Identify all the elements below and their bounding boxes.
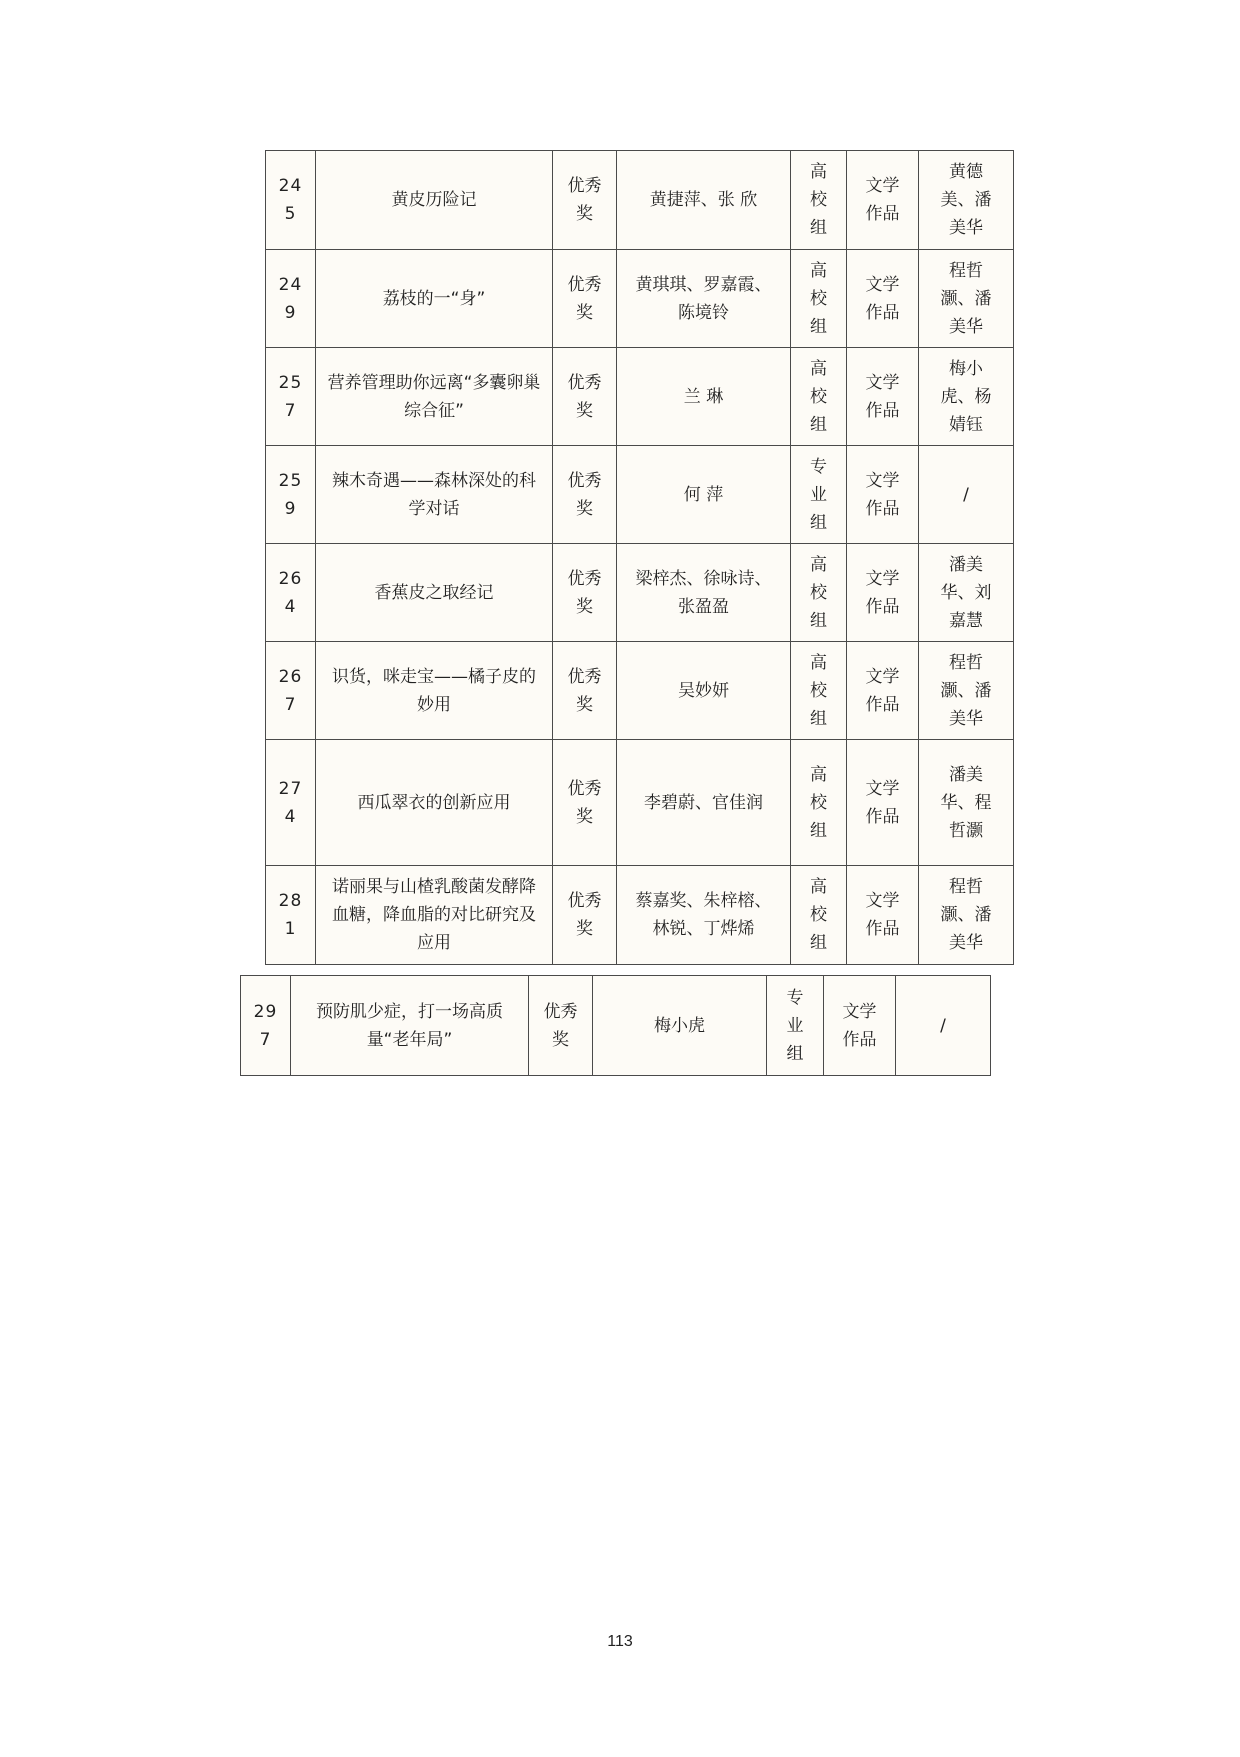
advisor-cell [919,446,1014,544]
entry-title-cell-text: 香蕉皮之取经记 [374,582,494,603]
entry-number-cell-text: 257 [278,372,303,421]
prize-cell [553,250,617,348]
advisor-cell-text: 程哲灏、潘美华 [940,877,992,953]
entry-title-cell [316,250,553,348]
authors-cell-text: 黄琪琪、罗嘉霞、陈境铃 [635,274,772,323]
advisor-cell [919,250,1014,348]
authors-cell [617,866,791,965]
advisor-cell [919,544,1014,642]
table-row [266,151,1014,250]
authors-cell [617,544,791,642]
group-cell-text: 高校组 [810,764,827,841]
authors-cell-text: 黄捷萍、张 欣 [649,190,758,210]
entry-number-cell [266,348,316,446]
table-row [266,642,1014,740]
prize-cell-text: 优秀奖 [567,568,602,617]
authors-cell [617,151,791,250]
category-cell-text: 文学作品 [842,1001,877,1050]
category-cell-text: 文学作品 [865,666,900,715]
category-cell [847,740,919,866]
group-cell-text: 高校组 [810,554,827,631]
entry-title-cell-text: 识货，咪走宝——橘子皮的妙用 [332,666,536,715]
entry-number-cell-text: 274 [278,778,303,827]
authors-cell [617,740,791,866]
table-row [266,866,1014,965]
group-cell [791,740,847,866]
category-cell-text: 文学作品 [865,274,900,323]
entry-title-cell [291,976,529,1076]
entry-number-cell-text: 281 [278,891,303,939]
group-cell-text: 高校组 [810,162,827,238]
entry-title-cell [316,151,553,250]
group-cell-text: 专业组 [810,456,827,533]
prize-cell-text: 优秀奖 [567,891,602,939]
entry-title-cell-text: 营养管理助你远离“多囊卵巢综合征” [327,372,541,421]
table-row [266,544,1014,642]
advisor-cell-text: / [940,1015,946,1036]
award-table-continued [240,975,991,1076]
entry-number-cell-text: 264 [278,568,303,617]
advisor-cell [919,740,1014,866]
entry-number-cell [266,866,316,965]
entry-number-cell-text: 249 [278,274,303,323]
authors-cell-text: 李碧蔚、官佳润 [644,792,763,813]
group-cell-text: 高校组 [810,358,827,435]
entry-title-cell-text: 预防肌少症，打一场高质量“老年局” [316,1001,503,1050]
authors-cell-text: 兰 琳 [683,386,724,407]
category-cell [847,866,919,965]
authors-cell-text: 蔡嘉奖、朱梓榕、林锐、丁烨烯 [635,891,772,939]
group-cell [791,866,847,965]
advisor-cell-text: 潘美华、刘嘉慧 [940,554,992,631]
table-row [266,348,1014,446]
prize-cell-text: 优秀奖 [567,372,602,421]
category-cell-text: 文学作品 [865,568,900,617]
entry-title-cell [316,544,553,642]
table-row [266,446,1014,544]
group-cell-text: 高校组 [810,652,827,729]
entry-number-cell [266,642,316,740]
prize-cell [553,151,617,250]
prize-cell-text: 优秀奖 [543,1001,578,1050]
group-cell [791,348,847,446]
authors-cell-text: 梅小虎 [654,1015,705,1036]
category-cell-text: 文学作品 [865,176,900,224]
table-row [266,740,1014,866]
category-cell-text: 文学作品 [865,778,900,827]
entry-number-cell-text: 259 [278,470,303,519]
award-table-body [266,151,1014,965]
entry-title-cell [316,446,553,544]
advisor-cell-text: 梅小虎、杨婧钰 [940,358,992,435]
table-row [241,976,991,1076]
entry-title-cell-text: 诺丽果与山楂乳酸菌发酵降血糖，降血脂的对比研究及应用 [332,877,536,953]
category-cell [847,250,919,348]
advisor-cell-text: / [963,484,969,505]
advisor-cell-text: 潘美华、程哲灏 [940,764,992,841]
authors-cell-text: 何 萍 [683,484,724,505]
group-cell [767,976,824,1076]
authors-cell [617,348,791,446]
category-cell [847,446,919,544]
entry-number-cell [266,544,316,642]
prize-cell-text: 优秀奖 [567,778,602,827]
entry-number-cell [266,250,316,348]
group-cell-text: 高校组 [810,877,827,953]
entry-title-cell [316,348,553,446]
group-cell [791,544,847,642]
prize-cell [553,348,617,446]
entry-number-cell [266,740,316,866]
advisor-cell [919,642,1014,740]
authors-cell [617,642,791,740]
prize-cell [553,642,617,740]
prize-cell-text: 优秀奖 [567,176,602,224]
entry-number-cell [266,446,316,544]
advisor-cell-text: 程哲灏、潘美华 [940,652,992,729]
table-row [266,250,1014,348]
prize-cell-text: 优秀奖 [567,470,602,519]
page-number: 113 [607,1633,633,1650]
category-cell [824,976,896,1076]
entry-title-cell [316,866,553,965]
prize-cell [553,866,617,965]
authors-cell [617,250,791,348]
award-table [265,150,1014,965]
category-cell [847,544,919,642]
authors-cell [617,446,791,544]
group-cell [791,446,847,544]
entry-title-cell [316,642,553,740]
advisor-cell-text: 程哲灏、潘美华 [940,260,992,337]
entry-number-cell-text: 267 [278,666,303,715]
entry-title-cell-text: 辣木奇遇——森林深处的科学对话 [332,470,536,519]
category-cell-text: 文学作品 [865,470,900,519]
group-cell [791,642,847,740]
authors-cell-text: 梁梓杰、徐咏诗、张盈盈 [635,568,772,617]
prize-cell-text: 优秀奖 [567,666,602,715]
entry-title-cell-text: 荔枝的一“身” [382,288,486,309]
advisor-cell [919,151,1014,250]
entry-number-cell [266,151,316,250]
entry-number-cell-text: 245 [278,176,303,224]
entry-number-cell [241,976,291,1076]
advisor-cell [896,976,991,1076]
category-cell [847,642,919,740]
authors-cell-text: 吴妙妍 [678,680,729,701]
group-cell-text: 高校组 [810,260,827,337]
prize-cell [553,544,617,642]
entry-number-cell-text: 297 [253,1001,278,1050]
group-cell [791,151,847,250]
category-cell-text: 文学作品 [865,372,900,421]
category-cell [847,151,919,250]
group-cell [791,250,847,348]
category-cell-text: 文学作品 [865,891,900,939]
award-table-continued-body [241,976,991,1076]
group-cell-text: 专业组 [786,987,804,1064]
advisor-cell [919,348,1014,446]
entry-title-cell-text: 西瓜翠衣的创新应用 [357,792,511,813]
prize-cell [553,446,617,544]
entry-title-cell-text: 黄皮历险记 [391,190,477,210]
advisor-cell-text: 黄德美、潘美华 [940,162,992,238]
prize-cell [553,740,617,866]
authors-cell [593,976,767,1076]
entry-title-cell [316,740,553,866]
prize-cell [529,976,593,1076]
category-cell [847,348,919,446]
prize-cell-text: 优秀奖 [567,274,602,323]
advisor-cell [919,866,1014,965]
